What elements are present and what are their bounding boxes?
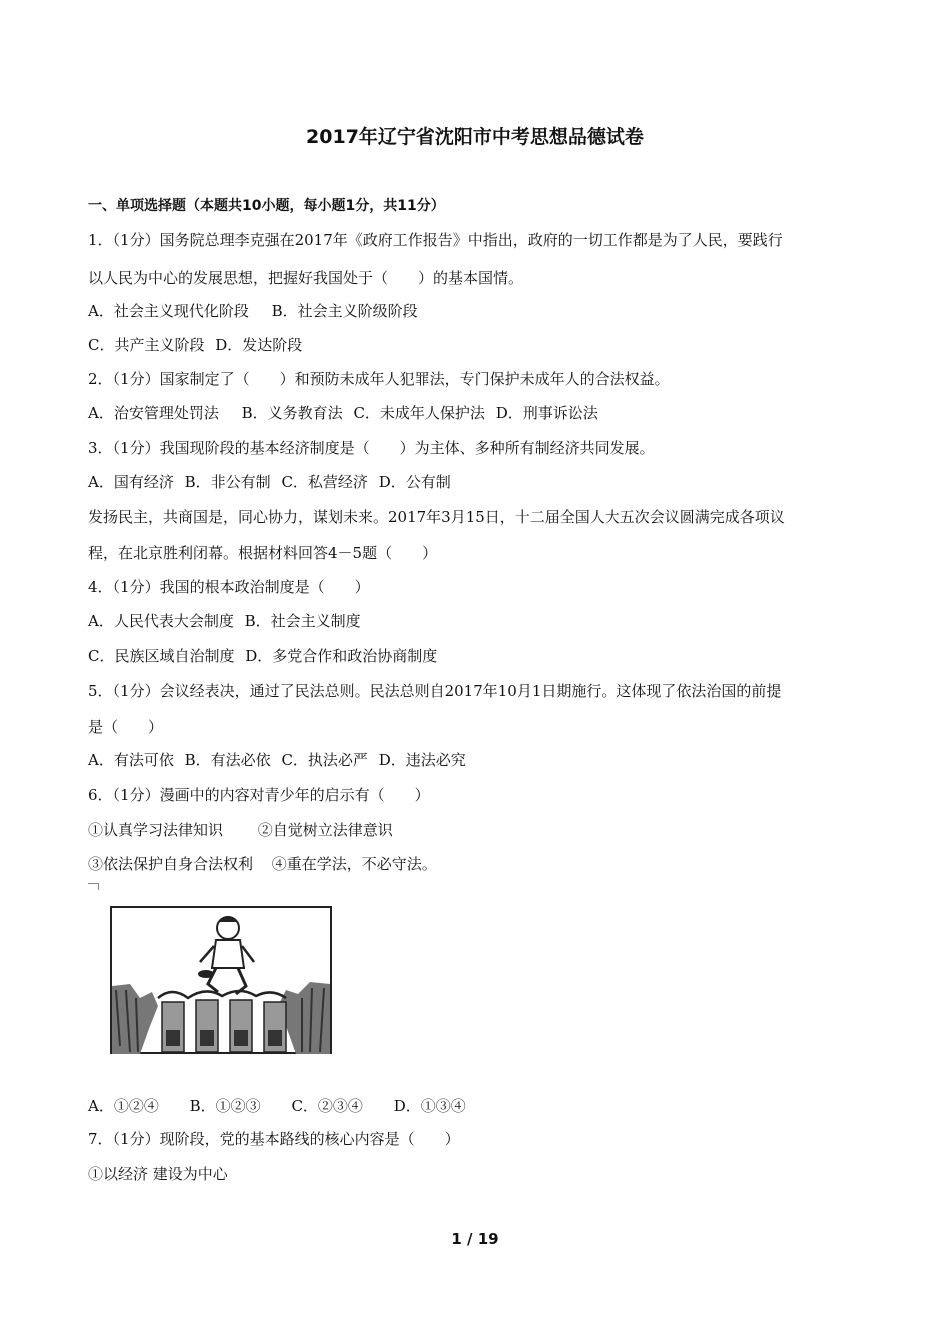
q5-stem-line1: 5．（1分）会议经表决，通过了民法总则。民法总则自2017年10月1日期施行。这体现了依法治国的前提 xyxy=(88,682,782,700)
q2-option-b: B．义务教育法 xyxy=(241,404,343,422)
q6-items-row2 xyxy=(88,854,455,874)
q2-stem: 2．（1分）国家制定了（ ）和预防未成年人犯罪法，专门保护未成年人的合法权益。 xyxy=(88,370,670,388)
q6-option-c: C．②③④ xyxy=(291,1097,363,1115)
q4-stem: 4．（1分）我国的根本政治制度是（ ） xyxy=(88,578,370,596)
q4-option-b: B．社会主义制度 xyxy=(244,612,361,630)
q4-option-d: D．多党合作和政治协商制度 xyxy=(245,647,438,665)
q6-item-2: ②自觉树立法律意识 xyxy=(257,821,393,839)
q2-options xyxy=(88,403,616,423)
q7-item-1: ①以经济 建设为中心 xyxy=(88,1165,228,1183)
material-line2: 程，在北京胜利闭幕。根据材料回答4－5题（ ） xyxy=(88,544,438,562)
q7-stem: 7．（1分）现阶段，党的基本路线的核心内容是（ ） xyxy=(88,1130,460,1148)
page-number: 1 / 19 xyxy=(451,1230,499,1248)
q2-option-d: D．刑事诉讼法 xyxy=(495,404,598,422)
q5-option-d: D．违法必究 xyxy=(378,751,466,769)
q3-option-b: B．非公有制 xyxy=(184,473,271,491)
q1-stem-line1: 1．（1分）国务院总理李克强在2017年《政府工作报告》中指出，政府的一切工作都是为了人民，要践行 xyxy=(88,231,783,249)
q5-stem-line2: 是（ ） xyxy=(88,718,164,736)
q1-option-a: A．社会主义现代化阶段 xyxy=(88,302,249,320)
q5-options xyxy=(88,750,484,770)
q1-option-b: B．社会主义阶级阶段 xyxy=(271,302,418,320)
q1-options-row1 xyxy=(88,301,436,321)
q4-option-c: C．民族区域自治制度 xyxy=(88,647,235,665)
material-line1: 发扬民主，共商国是，同心协力，谋划未来。2017年3月15日，十二届全国人大五次会议圆满完成各项议 xyxy=(88,508,785,526)
q5-option-b: B．有法必依 xyxy=(184,751,271,769)
q1-option-d: D．发达阶段 xyxy=(215,336,303,354)
q1-stem-line2: 以人民为中心的发展思想，把握好我国处于（ ）的基本国情。 xyxy=(88,269,524,287)
cartoon-illustration xyxy=(110,906,332,1056)
q4-options-row2 xyxy=(88,646,455,666)
q6-option-a: A．①②④ xyxy=(88,1097,159,1115)
section-heading: 一、单项选择题（本题共10小题，每小题1分，共11分） xyxy=(88,198,445,214)
q5-option-a: A．有法可依 xyxy=(88,751,174,769)
q3-stem: 3．（1分）我国现阶段的基本经济制度是（ ）为主体、多种所有制经济共同发展。 xyxy=(88,439,655,457)
q3-option-a: A．国有经济 xyxy=(88,473,174,491)
q5-option-c: C．执法必严 xyxy=(281,751,368,769)
q1-option-c: C．共产主义阶段 xyxy=(88,336,205,354)
q6-option-d: D．①③④ xyxy=(393,1097,466,1115)
q4-option-a: A．人民代表大会制度 xyxy=(88,612,234,630)
q4-options-row1 xyxy=(88,611,379,631)
q6-option-b: B．①②③ xyxy=(189,1097,261,1115)
q6-item-3: ③依法保护自身合法权利 xyxy=(88,855,254,873)
q6-options xyxy=(88,1096,484,1116)
q2-option-c: C．未成年人保护法 xyxy=(353,404,485,422)
q6-items-row1 xyxy=(88,820,411,840)
q6-stem: 6．（1分）漫画中的内容对青少年的启示有（ ） xyxy=(88,786,430,804)
q3-option-d: D．公有制 xyxy=(378,473,451,491)
page-title: 2017年辽宁省沈阳市中考思想品德试卷 xyxy=(306,126,644,148)
q6-item-1: ①认真学习法律知识 xyxy=(88,821,224,839)
q3-option-c: C．私营经济 xyxy=(281,473,368,491)
image-anchor-mark xyxy=(88,883,99,890)
q6-item-4: ④重在学法，不必守法。 xyxy=(271,855,437,873)
q3-options xyxy=(88,472,469,492)
q1-options-row2 xyxy=(88,335,320,355)
q2-option-a: A．治安管理处罚法 xyxy=(88,404,219,422)
